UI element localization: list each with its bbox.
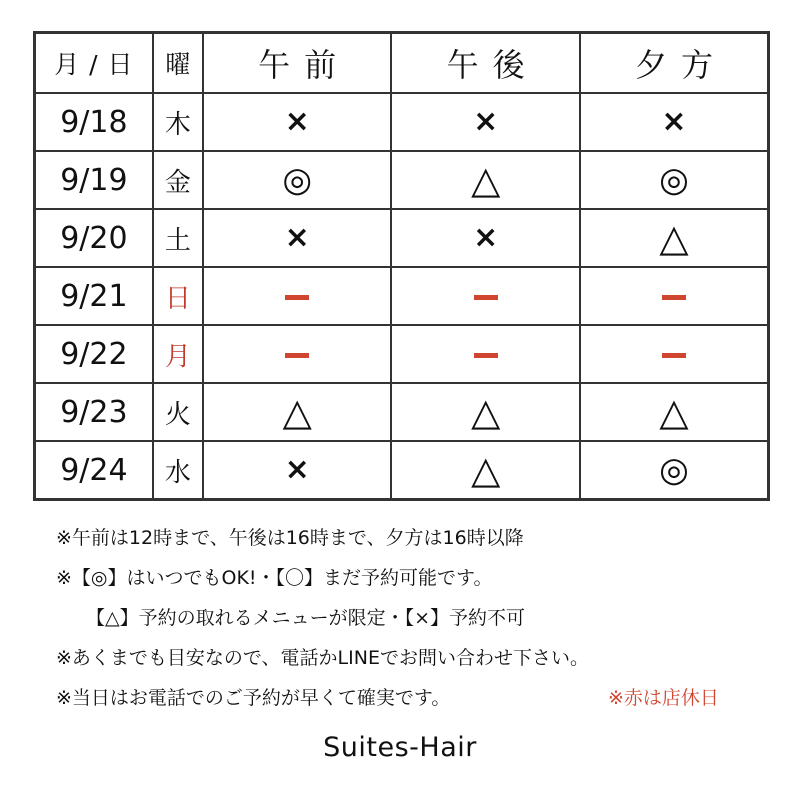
cell-morning [203,267,392,325]
note-same-day-text: ※当日はお電話でのご予約が早くて確実です。 [56,687,451,709]
brand-name: Suites-Hair [323,732,477,763]
cell-afternoon [391,383,580,441]
cell-date: 9/23 [35,383,153,441]
status-cross-icon: × [284,104,310,139]
table-row [35,209,769,267]
cell-morning [203,441,392,500]
cell-weekday: 金 [153,151,203,209]
status-triangle-icon: △ [471,448,501,492]
table-row [35,151,769,209]
note-symbols-limited: 【△】予約の取れるメニューが限定・【×】予約不可 [86,607,526,629]
header-row [35,33,769,94]
status-triangle-icon: △ [659,216,689,260]
cell-weekday: 火 [153,383,203,441]
table-row [35,267,769,325]
cell-weekday: 木 [153,93,203,151]
status-double-circle-icon: ◎ [659,450,689,490]
cell-weekday: 日 [153,267,203,325]
status-triangle-icon: △ [471,390,501,434]
cell-afternoon [391,93,580,151]
status-dash-icon [662,353,686,358]
cell-evening [580,151,769,209]
cell-morning [203,209,392,267]
cell-afternoon [391,151,580,209]
cell-weekday: 水 [153,441,203,500]
status-dash-icon [285,295,309,300]
cell-evening [580,93,769,151]
cell-evening [580,325,769,383]
cell-date: 9/21 [35,267,153,325]
cell-date: 9/18 [35,93,153,151]
cell-evening [580,267,769,325]
cell-afternoon [391,325,580,383]
status-dash-icon [662,295,686,300]
header-evening: 夕方 [580,33,769,94]
cell-morning [203,93,392,151]
cell-weekday: 月 [153,325,203,383]
status-double-circle-icon: ◎ [659,160,689,200]
status-dash-icon [474,295,498,300]
status-dash-icon [285,353,309,358]
status-double-circle-icon: ◎ [282,160,313,200]
status-triangle-icon: △ [659,390,689,434]
cell-morning [203,151,392,209]
note-closed-days: ※赤は店休日 [608,687,719,709]
note-same-day [56,678,756,718]
cell-morning [203,325,392,383]
availability-table [33,31,770,501]
table-row [35,93,769,151]
status-cross-icon: × [473,220,499,255]
header-weekday: 曜 [153,33,203,94]
cell-morning [203,383,392,441]
cell-date: 9/19 [35,151,153,209]
status-cross-icon: × [284,220,310,255]
table-row [35,383,769,441]
status-cross-icon: × [473,104,499,139]
cell-evening [580,209,769,267]
note-symbols-ok: ※【◎】はいつでもOK!・【〇】まだ予約可能です。 [56,567,493,589]
header-morning: 午前 [203,33,392,94]
cell-afternoon [391,209,580,267]
cell-afternoon [391,267,580,325]
cell-weekday: 土 [153,209,203,267]
table-row [35,441,769,500]
header-date: 月 / 日 [35,33,153,94]
note-hours: ※午前は12時まで、午後は16時まで、夕方は16時以降 [56,527,524,549]
status-cross-icon: × [284,452,310,487]
cell-date: 9/22 [35,325,153,383]
header-afternoon: 午後 [391,33,580,94]
status-cross-icon: × [661,104,687,139]
cell-afternoon [391,441,580,500]
status-triangle-icon: △ [471,158,501,202]
cell-evening [580,441,769,500]
cell-date: 9/24 [35,441,153,500]
cell-date: 9/20 [35,209,153,267]
notes [56,518,756,718]
status-dash-icon [474,353,498,358]
cell-evening [580,383,769,441]
status-triangle-icon: △ [282,390,312,434]
note-contact: ※あくまでも目安なので、電話かLINEでお問い合わせ下さい。 [56,647,589,669]
table-row [35,325,769,383]
